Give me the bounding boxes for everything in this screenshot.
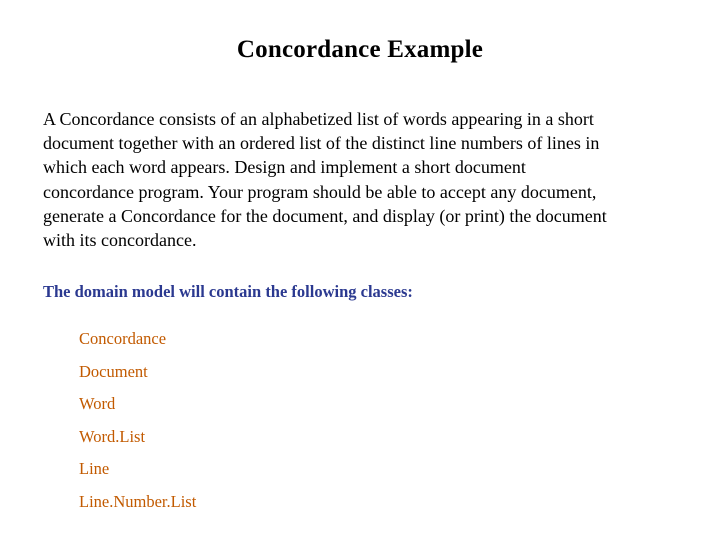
page-title: Concordance Example [236, 36, 484, 63]
classes-heading: The domain model will contain the following classes: [43, 282, 413, 301]
paragraph-line: document together with an ordered list of the distinct line numbers of lines in [43, 133, 600, 154]
paragraph-line: A Concordance consists of an alphabetized list of words appearing in a short [43, 109, 594, 129]
paragraph-line: generate a Concordance for the document, and display (or print) the document [43, 205, 607, 226]
paragraph-line: which each word appears. Design and implement a short document [43, 157, 526, 178]
class-item-word: Word [79, 394, 116, 413]
class-item-word-list: Word.List [79, 426, 146, 446]
description-paragraph [43, 107, 683, 252]
class-item-concordance: Concordance [79, 329, 167, 348]
paragraph-line: with its concordance. [43, 230, 197, 251]
class-item-document: Document [79, 361, 148, 381]
paragraph-line: concordance program. Your program should be able to accept any document, [43, 181, 597, 202]
class-list [79, 329, 196, 524]
class-item-line-number-list: Line.Number.List [79, 491, 197, 511]
class-item-line: Line [79, 459, 110, 478]
